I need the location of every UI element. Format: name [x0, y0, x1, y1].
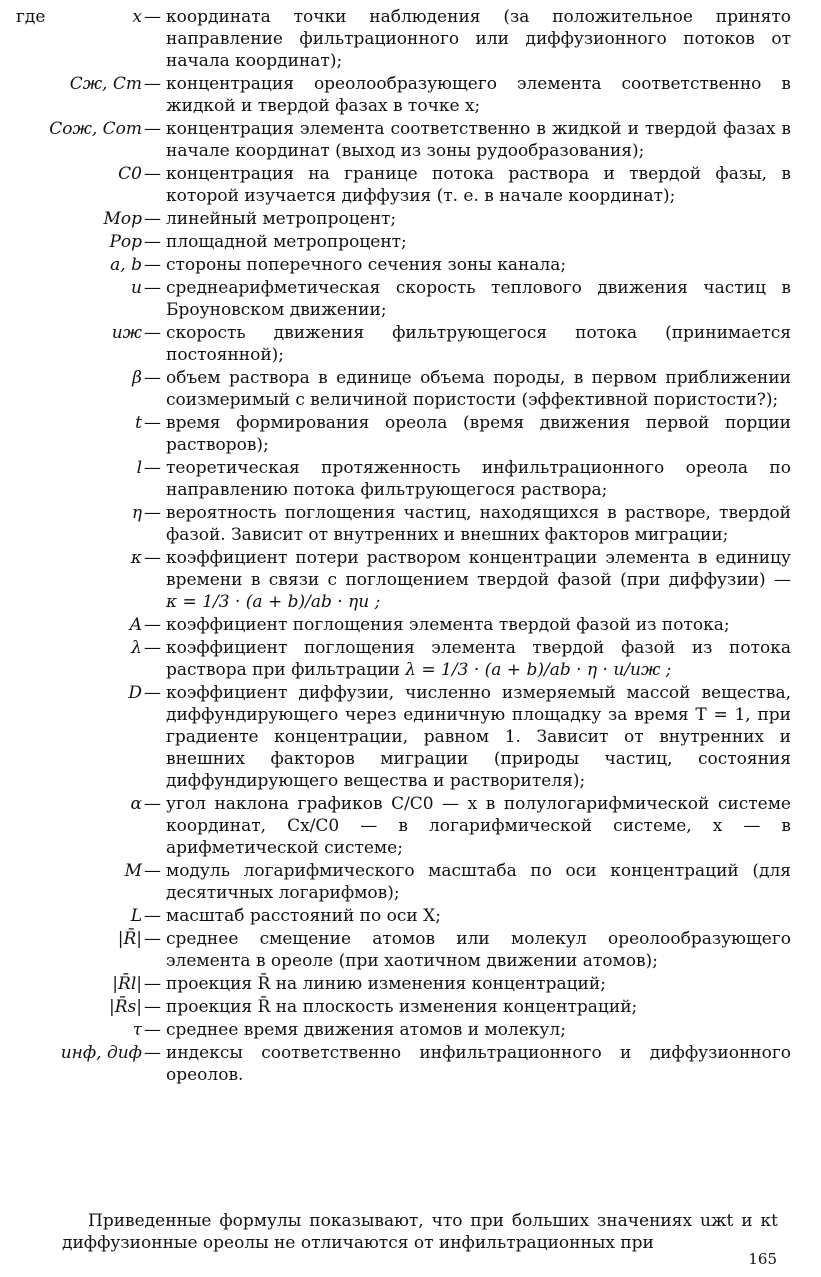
definition-text: среднее время движения атомов и молекул; [166, 1020, 566, 1040]
glossary-definition [166, 457, 791, 501]
glossary-entry [0, 637, 821, 681]
glossary-definition [166, 208, 791, 230]
glossary-dash: — [144, 997, 161, 1017]
glossary-symbol: κ [130, 548, 142, 568]
glossary-symbol: Cож, Cот [49, 119, 142, 139]
glossary-symbol: M [124, 861, 142, 881]
glossary-definition [166, 973, 791, 995]
glossary-definition [166, 6, 791, 72]
definition-text: теоретическая протяженность инфильтрационного ореола по направлению потока фильтрующегося раствора; [166, 458, 791, 500]
definition-text: концентрация ореолообразующего элемента соответственно в жидкой и твердой фазах в точке x; [166, 74, 791, 116]
glossary-definition [166, 163, 791, 207]
glossary-dash: — [144, 974, 161, 994]
glossary-dash: — [144, 503, 161, 523]
glossary-definition [166, 277, 791, 321]
glossary-symbol: Cж, Cт [69, 74, 142, 94]
glossary-symbol: α [130, 794, 142, 814]
glossary-entry [0, 793, 821, 859]
definition-text: вероятность поглощения частиц, находящихся в растворе, твердой фазой. Зависит от внутренних и внешних факторов миграции; [166, 503, 791, 545]
glossary-symbol: x [132, 7, 142, 27]
definition-text: коэффициент поглощения элемента твердой фазой из потока раствора при фильтрации [166, 638, 791, 680]
glossary-entry [0, 905, 821, 927]
glossary-entry [0, 73, 821, 117]
glossary-definition [166, 1042, 791, 1086]
glossary-dash: — [144, 1020, 161, 1040]
definition-text: концентрация на границе потока раствора и твердой фазы, в которой изучается диффузия (т. е. в начале координат); [166, 164, 791, 206]
glossary-entry [0, 118, 821, 162]
definition-text: коэффициент поглощения элемента твердой фазой из потока; [166, 615, 730, 635]
definition-text: среднее смещение атомов или молекул ореолообразующего элемента в ореоле (при хаотичном движении атомов); [166, 929, 791, 971]
definition-text: площадной метропроцент; [166, 232, 407, 252]
glossary-symbol: β [132, 368, 142, 388]
glossary-definition [166, 547, 791, 613]
definition-text: среднеарифметическая скорость теплового движения частиц в Броуновском движении; [166, 278, 791, 320]
body-paragraph: Приведенные формулы показывают, что при больших значениях uжt и κt диффузионные ореолы не отличаются от инфильтрационных при [62, 1211, 778, 1253]
page-number: 165 [748, 1250, 777, 1268]
definition-text: скорость движения фильтрующегося потока (принимается постоянной); [166, 323, 791, 365]
glossary-entry [0, 208, 821, 230]
glossary-definition [166, 682, 791, 792]
glossary-dash: — [144, 861, 161, 881]
definition-text: время формирования ореола (время движения первой порции растворов); [166, 413, 791, 455]
glossary-dash: — [144, 615, 161, 635]
glossary-entry [0, 1042, 821, 1086]
glossary-dash: — [144, 323, 161, 343]
glossary-symbol: τ [132, 1020, 142, 1040]
definition-text: коэффициент потери раствором концентрации элемента в единицу времени в связи с поглощением твердой фазой (при диффузии) — [166, 548, 791, 590]
glossary-definition [166, 412, 791, 456]
definition-text: координата точки наблюдения (за положительное принято направление фильтрационного или диффузионного потоков от начала координат); [166, 7, 791, 71]
glossary-entry [0, 547, 821, 613]
glossary-dash: — [144, 906, 161, 926]
glossary-symbol: L [130, 906, 142, 926]
glossary-symbol: инф, диф [60, 1043, 142, 1063]
glossary-symbol: λ [131, 638, 142, 658]
definition-text: концентрация элемента соответственно в жидкой и твердой фазах в начале координат (выход из зоны рудообразования); [166, 119, 791, 161]
glossary-entry [0, 231, 821, 253]
glossary-dash: — [144, 683, 161, 703]
glossary-definition [166, 118, 791, 162]
glossary-symbol: |R̄s| [109, 997, 142, 1017]
glossary-definition [166, 231, 791, 253]
definition-formula: λ = 1/3 · (a + b)/ab · η · u/uж ; [405, 660, 672, 680]
glossary-entry [0, 614, 821, 636]
glossary-entry [0, 860, 821, 904]
definition-text: масштаб расстояний по оси X; [166, 906, 441, 926]
glossary-definition [166, 860, 791, 904]
glossary-entry [0, 367, 821, 411]
definition-formula: κ = 1/3 · (a + b)/ab · ηu ; [166, 592, 381, 612]
glossary-dash: — [144, 232, 161, 252]
glossary-dash: — [144, 209, 161, 229]
glossary-symbol: l [136, 458, 142, 478]
lead-word: где [16, 7, 46, 27]
glossary-symbol: uж [111, 323, 142, 343]
glossary-dash: — [144, 794, 161, 814]
glossary-dash: — [144, 278, 161, 298]
glossary-definition [166, 367, 791, 411]
glossary-definition [166, 996, 791, 1018]
glossary-dash: — [144, 929, 161, 949]
definition-text: коэффициент диффузии, численно измеряемый массой вещества, диффундирующего через единичную площадку за время T = 1, при градиенте концентрации, равном 1. Зависит от внутренних и внешних факторов миграции (природы частиц, состояния диффундирующего вещества и растворителя); [166, 683, 791, 791]
glossary-definition [166, 905, 791, 927]
glossary-entry [0, 322, 821, 366]
glossary-symbol: Pор [109, 232, 142, 252]
glossary-entry [0, 457, 821, 501]
definition-text: линейный метропроцент; [166, 209, 397, 229]
glossary-definition [166, 322, 791, 366]
definition-text: проекция R̄ на плоскость изменения концентраций; [166, 997, 638, 1017]
definition-text: объем раствора в единице объема породы, в первом приближении соизмеримый с величиной пористости (эффективной пористости?); [166, 368, 791, 410]
glossary-symbol: t [135, 413, 142, 433]
glossary-symbol: |R̄l| [112, 974, 142, 994]
glossary-definition [166, 73, 791, 117]
symbol-glossary [0, 6, 821, 1087]
glossary-dash: — [144, 458, 161, 478]
glossary-entry [0, 277, 821, 321]
definition-text: модуль логарифмического масштаба по оси концентраций (для десятичных логарифмов); [166, 861, 791, 903]
glossary-dash: — [144, 164, 161, 184]
glossary-symbol: η [131, 503, 142, 523]
glossary-dash: — [144, 74, 161, 94]
glossary-symbol: a, b [110, 255, 142, 275]
glossary-entry [0, 973, 821, 995]
glossary-definition [166, 614, 791, 636]
glossary-dash: — [144, 413, 161, 433]
glossary-symbol: u [131, 278, 142, 298]
glossary-entry [0, 682, 821, 792]
glossary-dash: — [144, 7, 161, 27]
glossary-dash: — [144, 255, 161, 275]
glossary-symbol: Mор [103, 209, 142, 229]
glossary-dash: — [144, 548, 161, 568]
glossary-dash: — [144, 119, 161, 139]
glossary-dash: — [144, 1043, 161, 1063]
glossary-entry [0, 1019, 821, 1041]
glossary-entry [0, 163, 821, 207]
glossary-entry [0, 928, 821, 972]
glossary-definition [166, 502, 791, 546]
glossary-entry [0, 6, 821, 72]
glossary-symbol: |R̄| [117, 929, 142, 949]
definition-text: проекция R̄ на линию изменения концентраций; [166, 974, 606, 994]
glossary-definition [166, 637, 791, 681]
glossary-symbol: D [128, 683, 142, 703]
definition-text: угол наклона графиков C/C0 — x в полулогарифмической системе координат, Cx/C0 — в логарифмической системе, x — в арифметической системе; [166, 794, 791, 858]
glossary-symbol: A [129, 615, 142, 635]
glossary-entry [0, 502, 821, 546]
glossary-symbol: C0 [118, 164, 142, 184]
glossary-definition [166, 793, 791, 859]
glossary-dash: — [144, 368, 161, 388]
definition-text: индексы соответственно инфильтрационного и диффузионного ореолов. [166, 1043, 791, 1085]
definition-text: стороны поперечного сечения зоны канала; [166, 255, 567, 275]
glossary-entry [0, 996, 821, 1018]
glossary-definition [166, 1019, 791, 1041]
glossary-definition [166, 928, 791, 972]
glossary-entry [0, 254, 821, 276]
glossary-entry [0, 412, 821, 456]
glossary-definition [166, 254, 791, 276]
glossary-dash: — [144, 638, 161, 658]
